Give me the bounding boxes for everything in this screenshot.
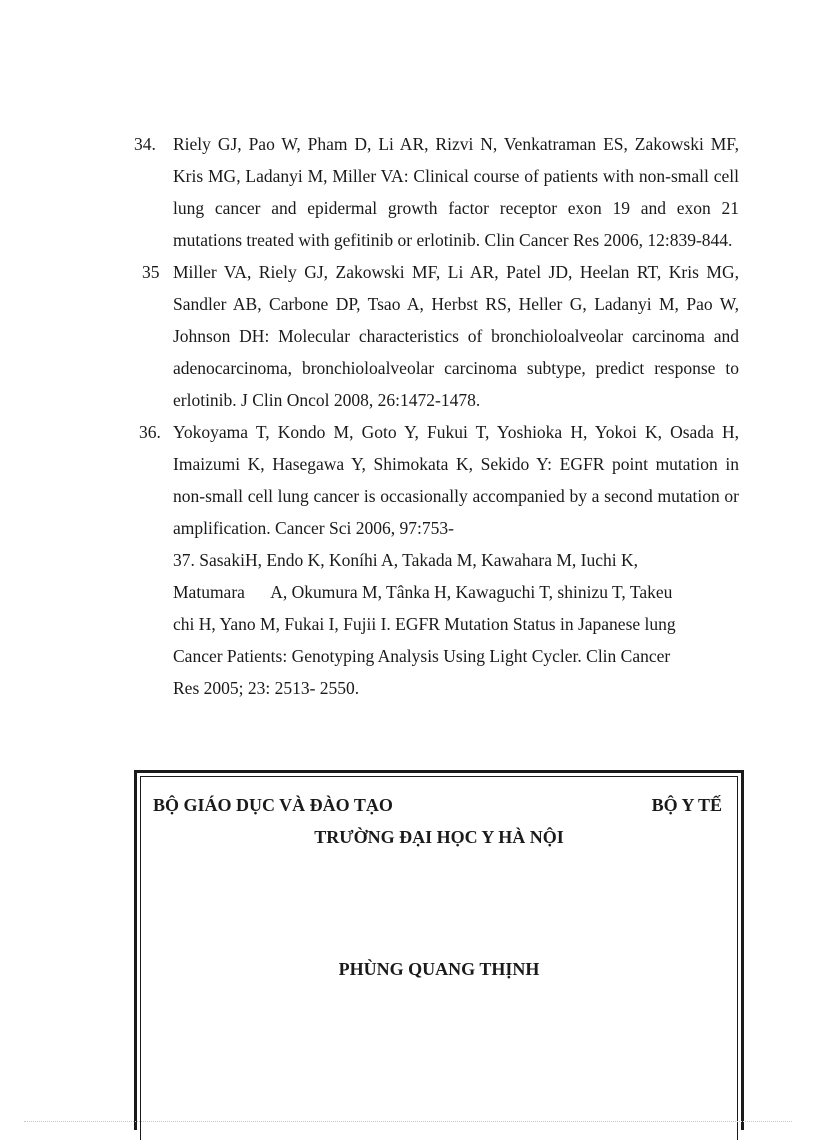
reference-line: Matumara A, Okumura M, Tânka H, Kawaguchi T, shinizu T, Takeu [173,582,673,602]
ministry-education: BỘ GIÁO DỤC VÀ ĐÀO TẠO [153,795,393,815]
reference-number: 35 [142,262,160,282]
reference-line: chi H, Yano M, Fukai I, Fujii I. EGFR Mutation Status in Japanese lung [173,614,676,634]
cover-page-frame [134,770,744,1130]
reference-item-37 [0,544,816,704]
cover-inner-border [140,776,738,1140]
school-name: TRƯỜNG ĐẠI HỌC Y HÀ NỘI [314,827,564,847]
reference-text: Yokoyama T, Kondo M, Goto Y, Fukui T, Yoshioka H, Yokoi K, Osada H, Imaizumi K, Hasegawa Y, Shimokata K, Sekido Y: EGFR point mutation in non-small cell lung cancer is occasionally accompanied by a second mutation or amplification. Cancer Sci 2006, 97:753- [173,422,739,538]
author-name: PHÙNG QUANG THỊNH [338,959,540,979]
reference-item-35 [0,256,816,416]
reference-number: 34. [134,134,156,154]
reference-text: Riely GJ, Pao W, Pham D, Li AR, Rizvi N, Venkatraman ES, Zakowski MF, Kris MG, Ladanyi M, Miller VA: Clinical course of patients with non-small cell lung cancer and epidermal growth factor receptor exon 19 and exon 21 mutations treated with gefitinib or erlotinib. Clin Cancer Res 2006, 12:839-844. [173,134,739,250]
ministry-health: BỘ Y TẾ [651,795,722,815]
reference-line: Cancer Patients: Genotyping Analysis Using Light Cycler. Clin Cancer [173,646,671,666]
cover-header [153,795,722,816]
reference-list [0,128,816,704]
reference-item-34 [0,128,816,256]
reference-item-36 [0,416,816,544]
reference-line: 37. SasakiH, Endo K, Koníhi A, Takada M, Kawahara M, Iuchi K, [173,550,639,570]
reference-text: Miller VA, Riely GJ, Zakowski MF, Li AR, Patel JD, Heelan RT, Kris MG, Sandler AB, Carbone DP, Tsao A, Herbst RS, Heller G, Ladanyi M, Pao W, Johnson DH: Molecular characteristics of bronchioloalveolar carcinoma and adenocarcinoma, bronchioloalveolar carcinoma subtype, predict response to erlotinib. J Clin Oncol 2008, 26:1472-1478. [173,262,739,410]
page-bottom-divider [24,1121,792,1122]
reference-number: 36. [139,422,161,442]
reference-line: Res 2005; 23: 2513- 2550. [173,678,360,698]
